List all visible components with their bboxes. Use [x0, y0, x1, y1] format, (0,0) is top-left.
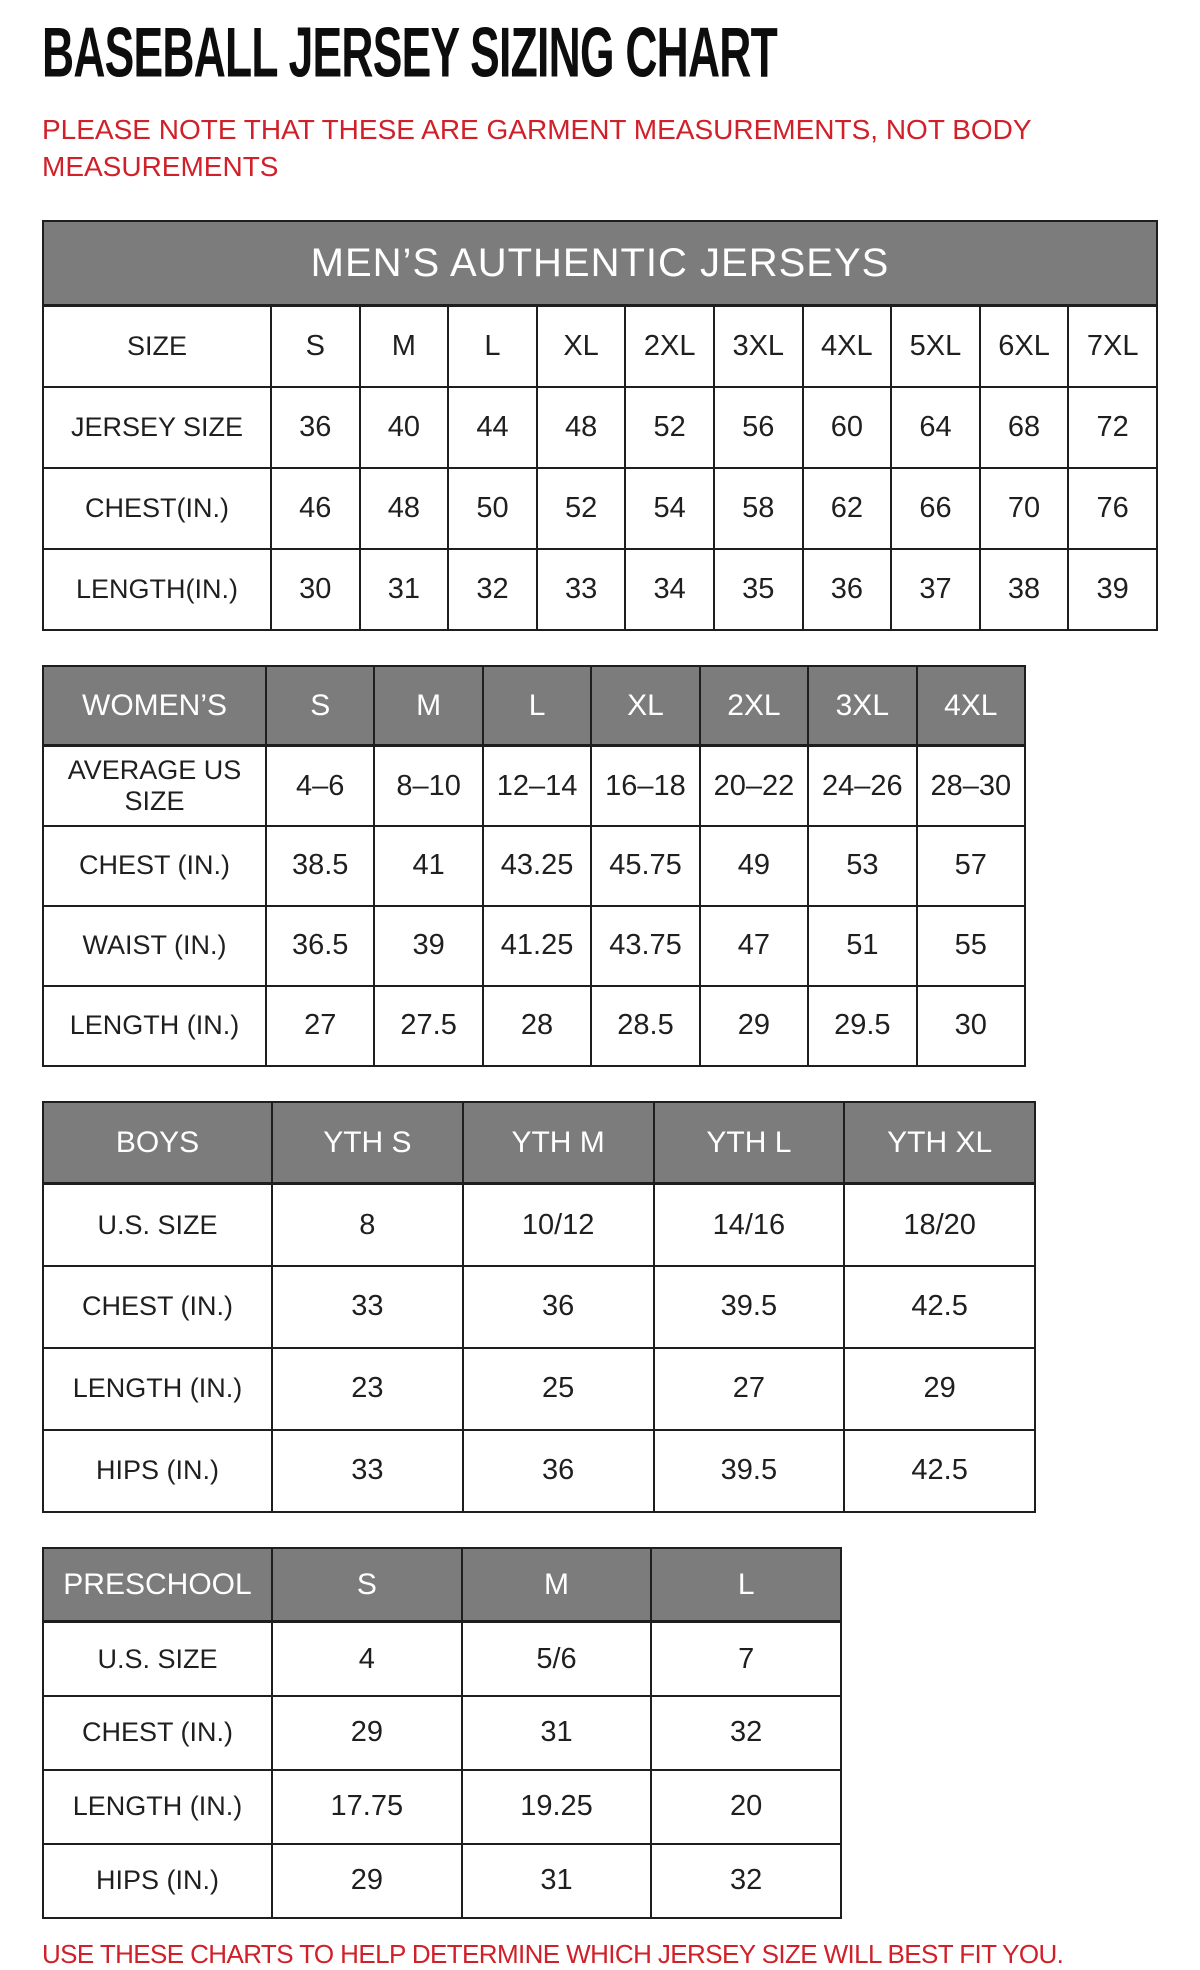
cell: 42.5 [844, 1266, 1035, 1348]
row-label: U.S. SIZE [43, 1622, 272, 1696]
cell: 29 [272, 1844, 462, 1918]
col-header: 2XL [700, 666, 808, 746]
cell: 70 [980, 468, 1069, 549]
mens-table-banner: MEN’S AUTHENTIC JERSEYS [43, 221, 1157, 306]
row-label: U.S. SIZE [43, 1184, 272, 1266]
boys-length-row [43, 1348, 1035, 1430]
cell: XL [537, 306, 626, 387]
cell: 40 [360, 387, 449, 468]
cell: M [360, 306, 449, 387]
cell: 32 [448, 549, 537, 630]
womens-length-row [43, 986, 1025, 1066]
cell: 10/12 [463, 1184, 654, 1266]
mens-banner-row [43, 221, 1157, 306]
cell: 39.5 [654, 1266, 845, 1348]
cell: 48 [360, 468, 449, 549]
cell: 57 [917, 826, 1025, 906]
preschool-us-size-row [43, 1622, 841, 1696]
cell: 41 [374, 826, 482, 906]
cell: 4XL [803, 306, 892, 387]
cell: 49 [700, 826, 808, 906]
cell: 58 [714, 468, 803, 549]
cell: 43.25 [483, 826, 591, 906]
cell: 42.5 [844, 1430, 1035, 1512]
cell: 23 [272, 1348, 463, 1430]
row-label: CHEST(IN.) [43, 468, 271, 549]
row-label: LENGTH(IN.) [43, 549, 271, 630]
womens-header-row [43, 666, 1025, 746]
preschool-length-row [43, 1770, 841, 1844]
row-label: JERSEY SIZE [43, 387, 271, 468]
preschool-hips-row [43, 1844, 841, 1918]
cell: 31 [360, 549, 449, 630]
measurement-note: PLEASE NOTE THAT THESE ARE GARMENT MEASUREMENTS, NOT BODY MEASUREMENTS [42, 114, 1032, 182]
cell: 20–22 [700, 746, 808, 826]
cell: 7XL [1068, 306, 1157, 387]
cell: 46 [271, 468, 360, 549]
col-header: 4XL [917, 666, 1025, 746]
cell: 72 [1068, 387, 1157, 468]
col-header: M [462, 1548, 652, 1622]
cell: 29.5 [808, 986, 916, 1066]
row-label: SIZE [43, 306, 271, 387]
row-label: CHEST (IN.) [43, 1696, 272, 1770]
cell: 36.5 [266, 906, 374, 986]
cell: 52 [625, 387, 714, 468]
cell: 17.75 [272, 1770, 462, 1844]
womens-waist-row [43, 906, 1025, 986]
cell: 20 [651, 1770, 841, 1844]
cell: 39 [1068, 549, 1157, 630]
cell: 2XL [625, 306, 714, 387]
cell: 60 [803, 387, 892, 468]
row-label: LENGTH (IN.) [43, 986, 266, 1066]
cell: 12–14 [483, 746, 591, 826]
cell: 31 [462, 1844, 652, 1918]
cell: 51 [808, 906, 916, 986]
cell: 16–18 [591, 746, 699, 826]
cell: L [448, 306, 537, 387]
womens-chest-row [43, 826, 1025, 906]
cell: 33 [272, 1266, 463, 1348]
col-header: YTH M [463, 1102, 654, 1184]
row-label: LENGTH (IN.) [43, 1348, 272, 1430]
cell: 54 [625, 468, 714, 549]
cell: 47 [700, 906, 808, 986]
cell: 39.5 [654, 1430, 845, 1512]
boys-hips-row [43, 1430, 1035, 1512]
col-header: YTH XL [844, 1102, 1035, 1184]
boys-chest-row [43, 1266, 1035, 1348]
cell: 43.75 [591, 906, 699, 986]
cell: 44 [448, 387, 537, 468]
cell: 48 [537, 387, 626, 468]
mens-size-row [43, 306, 1157, 387]
row-label: AVERAGE US SIZE [43, 746, 266, 826]
table-title-cell: PRESCHOOL [43, 1548, 272, 1622]
row-label: WAIST (IN.) [43, 906, 266, 986]
cell: 36 [271, 387, 360, 468]
col-header: M [374, 666, 482, 746]
cell: 27.5 [374, 986, 482, 1066]
cell: 30 [271, 549, 360, 630]
cell: 45.75 [591, 826, 699, 906]
cell: 32 [651, 1844, 841, 1918]
cell: 24–26 [808, 746, 916, 826]
preschool-jerseys-table [42, 1547, 842, 1919]
cell: 28 [483, 986, 591, 1066]
cell: 5/6 [462, 1622, 652, 1696]
row-label: HIPS (IN.) [43, 1844, 272, 1918]
preschool-chest-row [43, 1696, 841, 1770]
row-label: LENGTH (IN.) [43, 1770, 272, 1844]
mens-chest-row [43, 468, 1157, 549]
womens-jerseys-table [42, 665, 1026, 1067]
col-header: YTH L [654, 1102, 845, 1184]
preschool-header-row [43, 1548, 841, 1622]
cell: 39 [374, 906, 482, 986]
col-header: S [272, 1548, 462, 1622]
cell: 76 [1068, 468, 1157, 549]
cell: 34 [625, 549, 714, 630]
cell: 66 [891, 468, 980, 549]
cell: 5XL [891, 306, 980, 387]
col-header: XL [591, 666, 699, 746]
cell: 6XL [980, 306, 1069, 387]
cell: 68 [980, 387, 1069, 468]
womens-us-size-row [43, 746, 1025, 826]
mens-length-row [43, 549, 1157, 630]
cell: 4–6 [266, 746, 374, 826]
cell: 3XL [714, 306, 803, 387]
boys-us-size-row [43, 1184, 1035, 1266]
cell: 27 [654, 1348, 845, 1430]
cell: 33 [272, 1430, 463, 1512]
row-label: CHEST (IN.) [43, 826, 266, 906]
footer-note: USE THESE CHARTS TO HELP DETERMINE WHICH JERSEY SIZE WILL BEST FIT YOU. [42, 1938, 1064, 1969]
cell: 62 [803, 468, 892, 549]
cell: 29 [272, 1696, 462, 1770]
cell: 4 [272, 1622, 462, 1696]
cell: 36 [803, 549, 892, 630]
cell: 27 [266, 986, 374, 1066]
cell: 8–10 [374, 746, 482, 826]
col-header: 3XL [808, 666, 916, 746]
cell: 33 [537, 549, 626, 630]
row-label: CHEST (IN.) [43, 1266, 272, 1348]
cell: 41.25 [483, 906, 591, 986]
cell: 36 [463, 1430, 654, 1512]
cell: 52 [537, 468, 626, 549]
cell: 64 [891, 387, 980, 468]
cell: 55 [917, 906, 1025, 986]
cell: 25 [463, 1348, 654, 1430]
row-label: HIPS (IN.) [43, 1430, 272, 1512]
cell: 7 [651, 1622, 841, 1696]
cell: 29 [844, 1348, 1035, 1430]
col-header: L [483, 666, 591, 746]
cell: 38 [980, 549, 1069, 630]
cell: 19.25 [462, 1770, 652, 1844]
cell: 56 [714, 387, 803, 468]
table-title-cell: BOYS [43, 1102, 272, 1184]
table-title-cell: WOMEN’S [43, 666, 266, 746]
cell: 8 [272, 1184, 463, 1266]
col-header: S [266, 666, 374, 746]
mens-jersey-size-row [43, 387, 1157, 468]
cell: S [271, 306, 360, 387]
cell: 30 [917, 986, 1025, 1066]
cell: 50 [448, 468, 537, 549]
cell: 31 [462, 1696, 652, 1770]
col-header: L [651, 1548, 841, 1622]
cell: 14/16 [654, 1184, 845, 1266]
cell: 37 [891, 549, 980, 630]
cell: 35 [714, 549, 803, 630]
cell: 53 [808, 826, 916, 906]
page-title-text: BASEBALL JERSEY SIZING CHART [42, 12, 778, 92]
cell: 32 [651, 1696, 841, 1770]
cell: 38.5 [266, 826, 374, 906]
cell: 36 [463, 1266, 654, 1348]
cell: 28.5 [591, 986, 699, 1066]
col-header: YTH S [272, 1102, 463, 1184]
cell: 28–30 [917, 746, 1025, 826]
boys-jerseys-table [42, 1101, 1036, 1513]
boys-header-row [43, 1102, 1035, 1184]
page-title [42, 12, 1200, 102]
cell: 29 [700, 986, 808, 1066]
cell: 18/20 [844, 1184, 1035, 1266]
mens-authentic-jerseys-table [42, 220, 1158, 631]
